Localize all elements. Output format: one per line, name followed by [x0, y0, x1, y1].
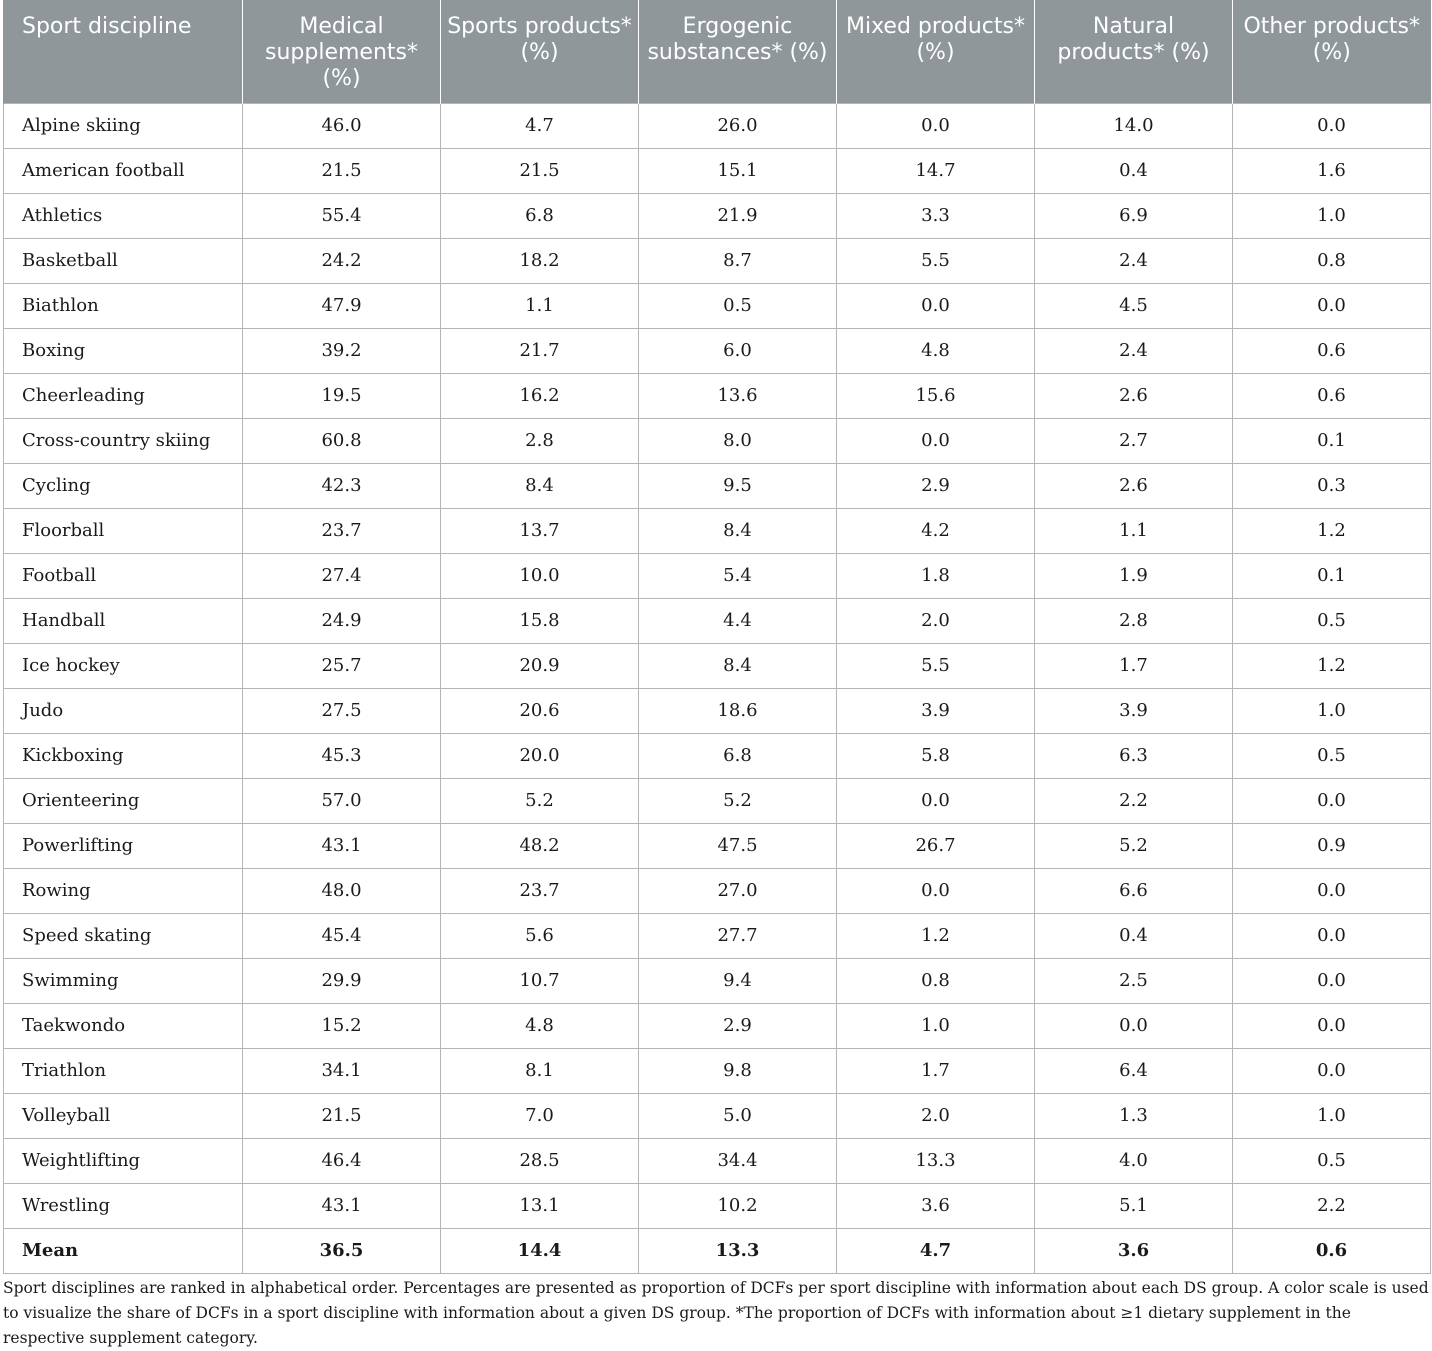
cell-mixed: 14.7	[837, 148, 1035, 193]
cell-other: 0.5	[1233, 598, 1431, 643]
cell-ergogenic: 0.5	[639, 283, 837, 328]
cell-other: 0.0	[1233, 283, 1431, 328]
cell-other: 0.1	[1233, 418, 1431, 463]
cell-mixed: 0.0	[837, 418, 1035, 463]
cell-natural: 4.5	[1035, 283, 1233, 328]
cell-mixed: 3.9	[837, 688, 1035, 733]
cell-ergogenic: 4.4	[639, 598, 837, 643]
cell-medical: 24.2	[243, 238, 441, 283]
header-row	[4, 0, 1431, 103]
cell-ergogenic: 9.4	[639, 958, 837, 1003]
cell-sports: 16.2	[441, 373, 639, 418]
cell-mixed: 1.8	[837, 553, 1035, 598]
cell-sports: 4.7	[441, 103, 639, 148]
cell-medical: 46.0	[243, 103, 441, 148]
cell-other: 0.0	[1233, 958, 1431, 1003]
cell-other: 2.2	[1233, 1183, 1431, 1228]
header-mixed-products: Mixed products* (%)	[837, 0, 1035, 103]
cell-sport: Weightlifting	[4, 1138, 243, 1183]
cell-medical: 39.2	[243, 328, 441, 373]
cell-sports: 14.4	[441, 1228, 639, 1273]
cell-sports: 1.1	[441, 283, 639, 328]
cell-sport: Alpine skiing	[4, 103, 243, 148]
cell-sport: Judo	[4, 688, 243, 733]
cell-mixed: 2.9	[837, 463, 1035, 508]
cell-natural: 5.2	[1035, 823, 1233, 868]
header-sport-discipline: Sport discipline	[4, 0, 243, 103]
table-row	[4, 148, 1431, 193]
cell-sports: 10.7	[441, 958, 639, 1003]
cell-ergogenic: 6.8	[639, 733, 837, 778]
cell-medical: 15.2	[243, 1003, 441, 1048]
cell-sports: 15.8	[441, 598, 639, 643]
cell-medical: 27.4	[243, 553, 441, 598]
table-row	[4, 553, 1431, 598]
table-row	[4, 1003, 1431, 1048]
cell-natural: 0.4	[1035, 913, 1233, 958]
header-natural-products: Natural products* (%)	[1035, 0, 1233, 103]
cell-mixed: 5.8	[837, 733, 1035, 778]
cell-other: 0.6	[1233, 1228, 1431, 1273]
cell-sports: 8.1	[441, 1048, 639, 1093]
cell-mixed: 3.3	[837, 193, 1035, 238]
cell-other: 0.6	[1233, 328, 1431, 373]
table-row	[4, 238, 1431, 283]
table-row	[4, 463, 1431, 508]
cell-medical: 34.1	[243, 1048, 441, 1093]
cell-natural: 0.4	[1035, 148, 1233, 193]
cell-sport: Mean	[4, 1228, 243, 1273]
cell-mixed: 0.0	[837, 868, 1035, 913]
cell-mixed: 0.0	[837, 103, 1035, 148]
cell-other: 0.0	[1233, 778, 1431, 823]
cell-mixed: 5.5	[837, 238, 1035, 283]
cell-ergogenic: 21.9	[639, 193, 837, 238]
cell-ergogenic: 13.3	[639, 1228, 837, 1273]
table-row	[4, 283, 1431, 328]
table-row	[4, 328, 1431, 373]
cell-natural: 6.6	[1035, 868, 1233, 913]
cell-natural: 6.4	[1035, 1048, 1233, 1093]
cell-mixed: 0.0	[837, 778, 1035, 823]
cell-other: 0.3	[1233, 463, 1431, 508]
cell-mixed: 13.3	[837, 1138, 1035, 1183]
cell-medical: 43.1	[243, 823, 441, 868]
cell-other: 0.0	[1233, 913, 1431, 958]
cell-other: 0.6	[1233, 373, 1431, 418]
cell-sports: 48.2	[441, 823, 639, 868]
table-row	[4, 733, 1431, 778]
cell-sports: 13.1	[441, 1183, 639, 1228]
cell-other: 1.0	[1233, 1093, 1431, 1138]
cell-ergogenic: 9.8	[639, 1048, 837, 1093]
cell-sport: Cross-country skiing	[4, 418, 243, 463]
cell-natural: 1.7	[1035, 643, 1233, 688]
table-row	[4, 373, 1431, 418]
table-row	[4, 778, 1431, 823]
cell-sport: Boxing	[4, 328, 243, 373]
cell-ergogenic: 10.2	[639, 1183, 837, 1228]
cell-mixed: 1.2	[837, 913, 1035, 958]
cell-sport: Ice hockey	[4, 643, 243, 688]
cell-medical: 27.5	[243, 688, 441, 733]
cell-sport: Athletics	[4, 193, 243, 238]
cell-other: 0.0	[1233, 868, 1431, 913]
header-other-products: Other products* (%)	[1233, 0, 1431, 103]
cell-natural: 2.4	[1035, 238, 1233, 283]
cell-sports: 2.8	[441, 418, 639, 463]
cell-medical: 45.3	[243, 733, 441, 778]
supplement-table-container	[3, 0, 1430, 1274]
table-row	[4, 103, 1431, 148]
cell-sport: Orienteering	[4, 778, 243, 823]
cell-sports: 10.0	[441, 553, 639, 598]
cell-sport: Speed skating	[4, 913, 243, 958]
cell-medical: 21.5	[243, 148, 441, 193]
table-row	[4, 1093, 1431, 1138]
cell-sports: 20.0	[441, 733, 639, 778]
cell-sport: Powerlifting	[4, 823, 243, 868]
cell-medical: 55.4	[243, 193, 441, 238]
cell-medical: 45.4	[243, 913, 441, 958]
cell-ergogenic: 5.2	[639, 778, 837, 823]
cell-medical: 23.7	[243, 508, 441, 553]
cell-other: 0.0	[1233, 1003, 1431, 1048]
cell-medical: 19.5	[243, 373, 441, 418]
cell-natural: 6.9	[1035, 193, 1233, 238]
cell-mixed: 4.7	[837, 1228, 1035, 1273]
cell-other: 0.5	[1233, 1138, 1431, 1183]
cell-sport: Biathlon	[4, 283, 243, 328]
cell-sports: 20.6	[441, 688, 639, 733]
cell-ergogenic: 8.4	[639, 643, 837, 688]
cell-natural: 3.6	[1035, 1228, 1233, 1273]
cell-sports: 5.2	[441, 778, 639, 823]
cell-sports: 28.5	[441, 1138, 639, 1183]
table-header	[4, 0, 1431, 103]
cell-other: 1.6	[1233, 148, 1431, 193]
cell-ergogenic: 18.6	[639, 688, 837, 733]
cell-mixed: 0.8	[837, 958, 1035, 1003]
cell-sport: Floorball	[4, 508, 243, 553]
cell-medical: 42.3	[243, 463, 441, 508]
cell-sports: 4.8	[441, 1003, 639, 1048]
cell-sport: Rowing	[4, 868, 243, 913]
header-sports-products: Sports products* (%)	[441, 0, 639, 103]
cell-mixed: 2.0	[837, 1093, 1035, 1138]
cell-ergogenic: 6.0	[639, 328, 837, 373]
cell-ergogenic: 8.7	[639, 238, 837, 283]
cell-medical: 43.1	[243, 1183, 441, 1228]
cell-natural: 14.0	[1035, 103, 1233, 148]
table-row	[4, 1183, 1431, 1228]
mean-row	[4, 1228, 1431, 1273]
cell-mixed: 2.0	[837, 598, 1035, 643]
cell-sport: Triathlon	[4, 1048, 243, 1093]
table-row	[4, 508, 1431, 553]
cell-ergogenic: 5.4	[639, 553, 837, 598]
cell-ergogenic: 5.0	[639, 1093, 837, 1138]
cell-mixed: 26.7	[837, 823, 1035, 868]
cell-medical: 29.9	[243, 958, 441, 1003]
cell-ergogenic: 13.6	[639, 373, 837, 418]
cell-sport: Taekwondo	[4, 1003, 243, 1048]
cell-natural: 1.3	[1035, 1093, 1233, 1138]
table-row	[4, 868, 1431, 913]
supplement-table	[3, 0, 1431, 1274]
cell-sports: 13.7	[441, 508, 639, 553]
cell-sports: 7.0	[441, 1093, 639, 1138]
cell-sports: 21.7	[441, 328, 639, 373]
cell-other: 0.9	[1233, 823, 1431, 868]
table-body	[4, 103, 1431, 1273]
cell-other: 0.5	[1233, 733, 1431, 778]
cell-ergogenic: 15.1	[639, 148, 837, 193]
cell-ergogenic: 26.0	[639, 103, 837, 148]
footnote-text: Sport disciplines are ranked in alphabetical order. Percentages are presented as proportion of DCFs per sport discipline with information about each DS group. A color scale is used to visualize the share of DCFs in a sport discipline with information about a given DS group. *The proportion of DCFs with information about ≥1 dietary supplement in the respective supplement category.	[3, 1279, 1429, 1347]
cell-medical: 60.8	[243, 418, 441, 463]
cell-other: 1.2	[1233, 508, 1431, 553]
cell-natural: 2.5	[1035, 958, 1233, 1003]
cell-natural: 2.2	[1035, 778, 1233, 823]
cell-sports: 5.6	[441, 913, 639, 958]
cell-ergogenic: 34.4	[639, 1138, 837, 1183]
cell-natural: 0.0	[1035, 1003, 1233, 1048]
cell-other: 1.0	[1233, 688, 1431, 733]
cell-other: 0.0	[1233, 1048, 1431, 1093]
cell-medical: 25.7	[243, 643, 441, 688]
cell-mixed: 15.6	[837, 373, 1035, 418]
cell-sport: Wrestling	[4, 1183, 243, 1228]
cell-natural: 4.0	[1035, 1138, 1233, 1183]
cell-natural: 1.1	[1035, 508, 1233, 553]
header-ergogenic-substances: Ergogenic substances* (%)	[639, 0, 837, 103]
cell-sports: 18.2	[441, 238, 639, 283]
cell-ergogenic: 9.5	[639, 463, 837, 508]
cell-sport: American football	[4, 148, 243, 193]
cell-sport: Basketball	[4, 238, 243, 283]
cell-ergogenic: 47.5	[639, 823, 837, 868]
table-row	[4, 688, 1431, 733]
cell-medical: 47.9	[243, 283, 441, 328]
cell-medical: 46.4	[243, 1138, 441, 1183]
cell-other: 0.0	[1233, 103, 1431, 148]
cell-natural: 2.6	[1035, 373, 1233, 418]
cell-mixed: 5.5	[837, 643, 1035, 688]
cell-sport: Cheerleading	[4, 373, 243, 418]
table-row	[4, 1138, 1431, 1183]
cell-sports: 23.7	[441, 868, 639, 913]
cell-mixed: 1.7	[837, 1048, 1035, 1093]
cell-sports: 20.9	[441, 643, 639, 688]
cell-ergogenic: 8.0	[639, 418, 837, 463]
cell-sport: Kickboxing	[4, 733, 243, 778]
cell-mixed: 0.0	[837, 283, 1035, 328]
cell-other: 1.0	[1233, 193, 1431, 238]
cell-mixed: 4.8	[837, 328, 1035, 373]
cell-natural: 5.1	[1035, 1183, 1233, 1228]
cell-sports: 6.8	[441, 193, 639, 238]
cell-medical: 57.0	[243, 778, 441, 823]
cell-natural: 2.4	[1035, 328, 1233, 373]
header-medical-supplements: Medical supplements* (%)	[243, 0, 441, 103]
table-row	[4, 193, 1431, 238]
cell-medical: 36.5	[243, 1228, 441, 1273]
cell-other: 1.2	[1233, 643, 1431, 688]
cell-sports: 8.4	[441, 463, 639, 508]
cell-natural: 1.9	[1035, 553, 1233, 598]
cell-ergogenic: 8.4	[639, 508, 837, 553]
table-row	[4, 598, 1431, 643]
cell-medical: 24.9	[243, 598, 441, 643]
cell-sports: 21.5	[441, 148, 639, 193]
cell-other: 0.8	[1233, 238, 1431, 283]
cell-mixed: 3.6	[837, 1183, 1035, 1228]
table-row	[4, 418, 1431, 463]
cell-natural: 6.3	[1035, 733, 1233, 778]
cell-other: 0.1	[1233, 553, 1431, 598]
table-row	[4, 823, 1431, 868]
cell-natural: 3.9	[1035, 688, 1233, 733]
table-row	[4, 643, 1431, 688]
cell-natural: 2.7	[1035, 418, 1233, 463]
cell-mixed: 1.0	[837, 1003, 1035, 1048]
cell-ergogenic: 2.9	[639, 1003, 837, 1048]
cell-sport: Handball	[4, 598, 243, 643]
table-row	[4, 958, 1431, 1003]
table-row	[4, 913, 1431, 958]
cell-natural: 2.8	[1035, 598, 1233, 643]
table-footnote	[3, 1276, 1430, 1351]
cell-sport: Swimming	[4, 958, 243, 1003]
cell-sport: Volleyball	[4, 1093, 243, 1138]
cell-sport: Football	[4, 553, 243, 598]
table-row	[4, 1048, 1431, 1093]
cell-medical: 48.0	[243, 868, 441, 913]
cell-sport: Cycling	[4, 463, 243, 508]
cell-natural: 2.6	[1035, 463, 1233, 508]
cell-ergogenic: 27.0	[639, 868, 837, 913]
cell-ergogenic: 27.7	[639, 913, 837, 958]
cell-mixed: 4.2	[837, 508, 1035, 553]
cell-medical: 21.5	[243, 1093, 441, 1138]
